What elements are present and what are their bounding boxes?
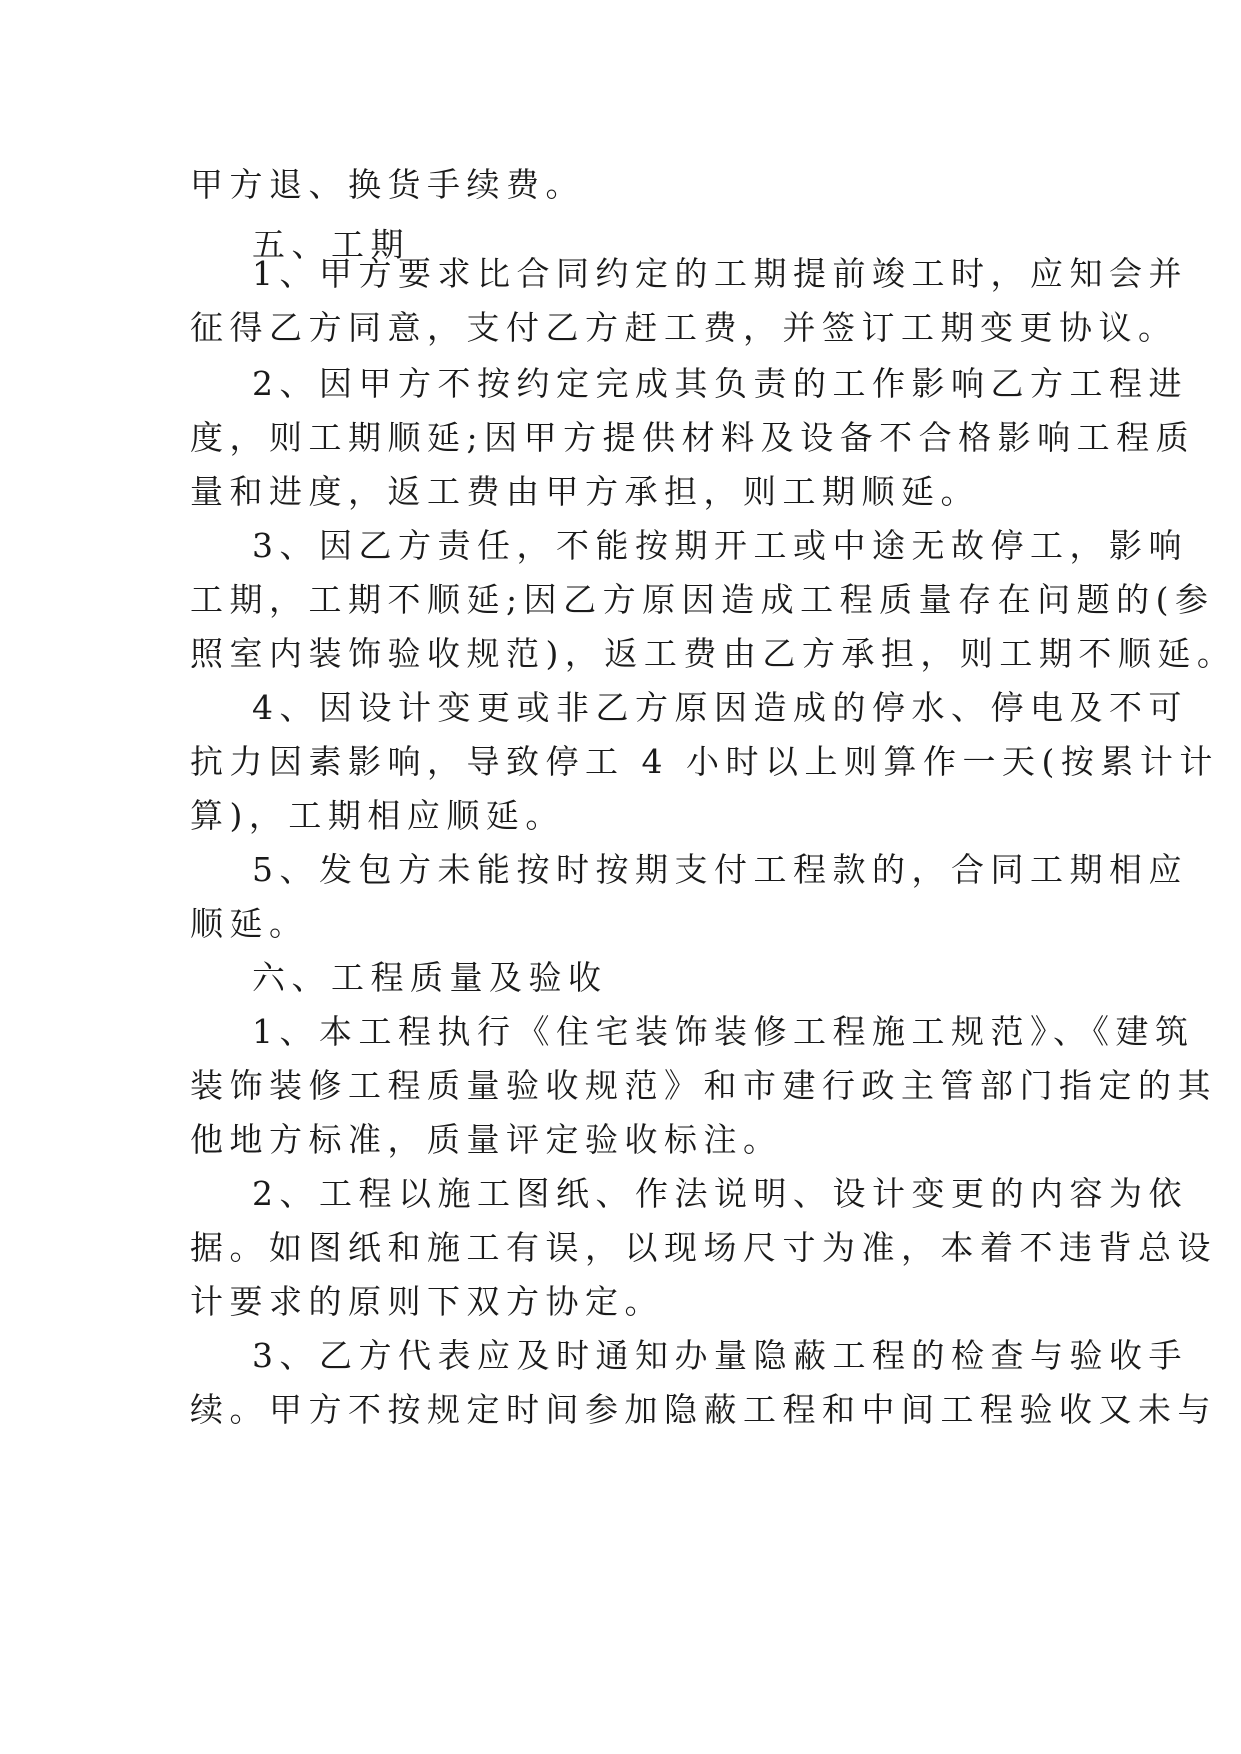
- text-line-7: 量和进度，返工费由甲方承担，则工期顺延。: [190, 472, 980, 511]
- text-line-9: 工期，工期不顺延;因乙方原因造成工程质量存在问题的(参: [190, 580, 1215, 619]
- text-line-14: 5、发包方未能按时按期支付工程款的，合同工期相应: [252, 850, 1188, 889]
- text-line-12: 抗力因素影响，导致停工 4 小时以上则算作一天(按累计计: [190, 742, 1219, 781]
- text-line-17: 1、本工程执行《住宅装饰装修工程施工规范》、《建筑: [252, 1012, 1195, 1051]
- text-line-4: 征得乙方同意，支付乙方赶工费，并签订工期变更协议。: [190, 308, 1178, 347]
- text-line-6: 度，则工期顺延;因甲方提供材料及设备不合格影响工程质: [190, 418, 1196, 457]
- text-line-15: 顺延。: [190, 904, 309, 943]
- text-line-3: 1、甲方要求比合同约定的工期提前竣工时，应知会并: [252, 254, 1188, 293]
- text-line-11: 4、因设计变更或非乙方原因造成的停水、停电及不可: [252, 688, 1188, 727]
- text-line-8: 3、因乙方责任，不能按期开工或中途无故停工，影响: [252, 526, 1188, 565]
- text-line-24: 续。甲方不按规定时间参加隐蔽工程和中间工程验收又未与: [190, 1390, 1217, 1429]
- text-line-13: 算)，工期相应顺延。: [190, 796, 565, 835]
- text-line-22: 计要求的原则下双方协定。: [190, 1282, 664, 1321]
- text-line-19: 他地方标准，质量评定验收标注。: [190, 1120, 783, 1159]
- section-heading-schedule: 五、工期: [252, 225, 410, 264]
- text-line-20: 2、工程以施工图纸、作法说明、设计变更的内容为依: [252, 1174, 1188, 1213]
- section-heading-quality: 六、工程质量及验收: [252, 958, 608, 997]
- text-line-1: 甲方退、换货手续费。: [190, 165, 585, 204]
- text-line-18: 装饰装修工程质量验收规范》和市建行政主管部门指定的其: [190, 1066, 1217, 1105]
- text-line-23: 3、乙方代表应及时通知办量隐蔽工程的检查与验收手: [252, 1336, 1188, 1375]
- text-line-21: 据。如图纸和施工有误，以现场尺寸为准，本着不违背总设: [190, 1228, 1217, 1267]
- text-line-10: 照室内装饰验收规范)，返工费由乙方承担，则工期不顺延。: [190, 634, 1237, 673]
- text-line-5: 2、因甲方不按约定完成其负责的工作影响乙方工程进: [252, 364, 1188, 403]
